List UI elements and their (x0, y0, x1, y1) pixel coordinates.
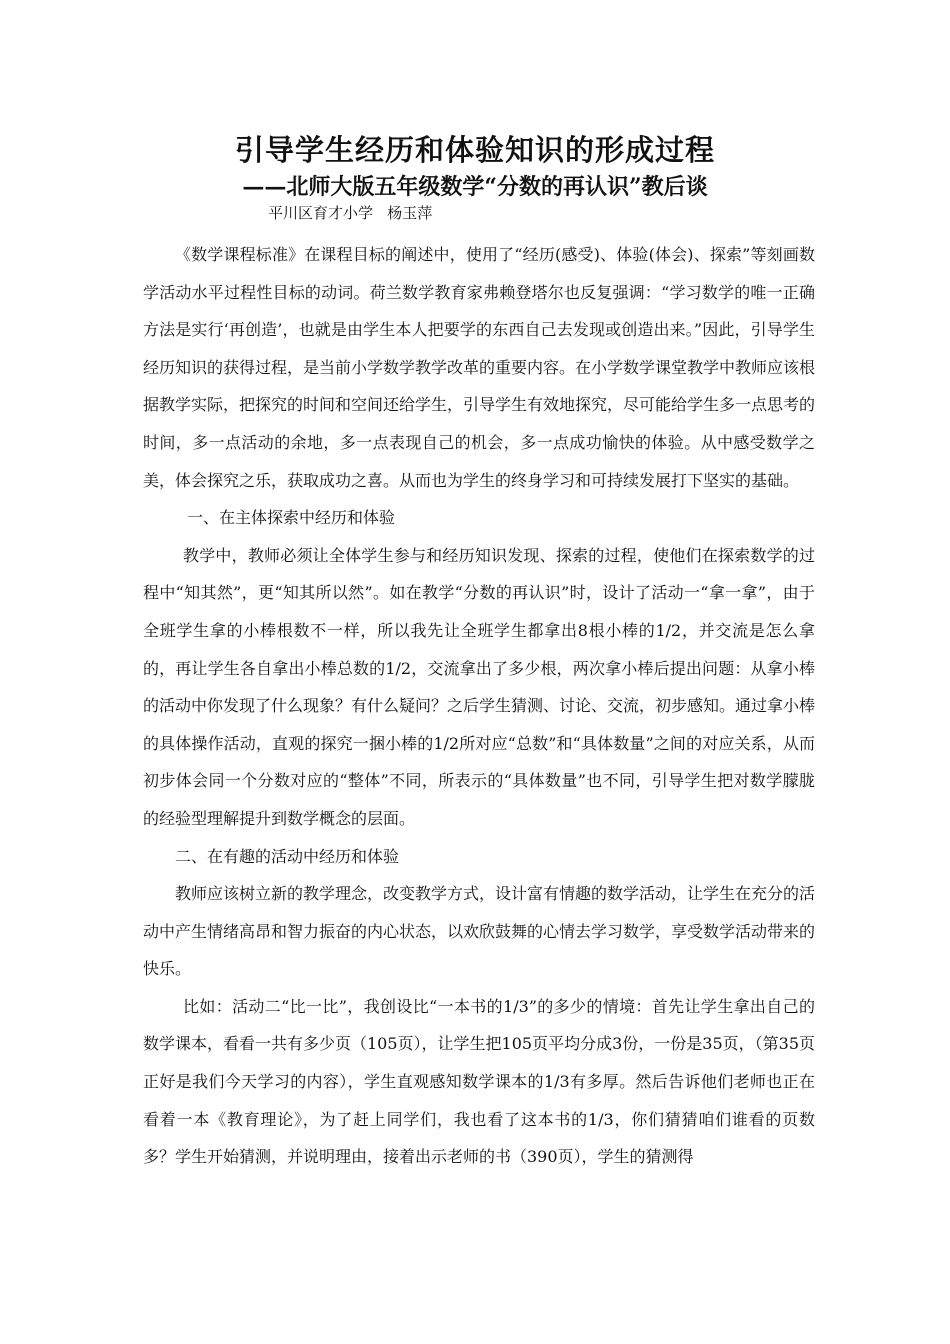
paragraph-section-2: 教师应该树立新的教学理念，改变教学方式，设计富有情趣的数学活动，让学生在充分的活动中产生情绪高昂和智力振奋的内心状态，以欢欣鼓舞的心情去学习数学，享受数学活动带来的快乐。 (143, 884, 816, 979)
section-heading-2: 二、在有趣的活动中经历和体验 (175, 846, 400, 866)
paragraph-example: 比如：活动二“比一比”，我创设比“一本书的1/3”的多少的情境：首先让学生拿出自己的数学课本，看看一共有多少页（105页），让学生把105页平均分成3份，一份是35页，（第35页正好是我们今天学习的内容），学生直观感知数学课本的1/3有多厚。然后告诉他们老师也正在看着一本《教育理论》，为了赶上同学们，我也看了这本书的1/3，你们猜猜咱们谁看的页数多？学生开始猜测，并说明理由，接着出示老师的书（390页），学生的猜测得 (143, 996, 815, 1167)
document-subtitle: ——北师大版五年级数学“分数的再认识”教后谈 (242, 174, 708, 200)
section-heading-1: 一、在主体探索中经历和体验 (187, 508, 396, 528)
document-body (143, 236, 815, 1176)
paragraph-section-1: 教学中，教师必须让全体学生参与和经历知识发现、探索的过程，使他们在探索数学的过程中“知其然”，更“知其所以然”。如在教学“分数的再认识”时，设计了活动一“拿一拿”，由于全班学生拿的小棒根数不一样，所以我先让全班学生都拿出8根小棒的1/2，并交流是怎么拿的，再让学生各自拿出小棒总数的1/2，交流拿出了多少根，两次拿小棒后提出问题：从拿小棒的活动中你发现了什么现象？有什么疑问？之后学生猜测、讨论、交流，初步感知。通过拿小棒的具体操作活动，直观的探究一捆小棒的1/2所对应“总数”和“具体数量”之间的对应关系，从而初步体会同一个分数对应的“整体”不同，所表示的“具体数量”也不同，引导学生把对数学朦胧的经验型理解提升到数学概念的层面。 (143, 545, 816, 828)
paragraph-intro: 《数学课程标准》在课程目标的阐述中，使用了“经历(感受)、体验(体会)、探索”等刻画数学活动水平过程性目标的动词。荷兰数学教育家弗赖登塔尔也反复强调：“学习数学的唯一正确方法是实行‘再创造’，也就是由学生本人把要学的东西自己去发现或创造出来。”因此，引导学生经历知识的获得过程，是当前小学数学教学改革的重要内容。在小学数学课堂教学中教师应该根据教学实际，把探究的时间和空间还给学生，引导学生有效地探究，尽可能给学生多一点思考的时间，多一点活动的余地，多一点表现自己的机会，多一点成功愉快的体验。从中感受数学之美，体会探究之乐，获取成功之喜。从而也为学生的终身学习和可持续发展打下坚实的基础。 (143, 245, 816, 490)
document-title: 引导学生经历和体验知识的形成过程 (234, 133, 715, 167)
author-line: 平川区育才小学 杨玉萍 (268, 204, 433, 222)
